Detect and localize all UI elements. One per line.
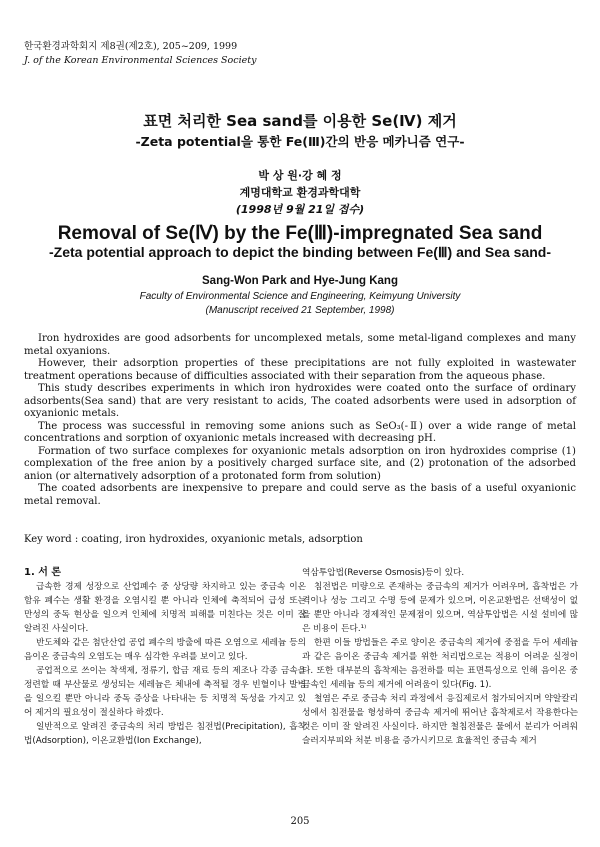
abstract-paragraph: Formation of two surface complexes for oxyanionic metals adsorption on iron hydroxides comprise (1) complexation of the free anion by a positively charged surface site, and (2) protonation of the adsorbed anion (or alternatively adsorption of a protonated form from solution) <box>24 445 576 482</box>
body-column-left <box>24 566 306 748</box>
body-paragraph: 공업적으로 쓰이는 착색제, 정류기, 합금 재료 등의 제조나 각종 금속을 정련할 때 부산물로 생성되는 세레늄은 체내에 축적될 경우 빈혈이나 발병을 일으킬 뿐만 아니라 중독 증상을 나타내는 등 치명적 독성을 가지고 있어 제거의 필요성이 절실하다 하겠다. <box>24 666 306 718</box>
english-authors: Sang-Won Park and Hye-Jung Kang <box>202 275 398 287</box>
abstract-paragraph: However, their adsorption properties of these precipitations are not fully exploited in wastewater treatment operations because of difficulties associated with their separation from the aqueous phase. <box>24 358 576 382</box>
english-affiliation: Faculty of Environmental Science and Engineering, Keimyung University <box>139 291 461 302</box>
abstract-paragraph: Iron hydroxides are good adsorbents for uncomplexed metals, some metal-ligand complexes and many metal oxyanions. <box>24 333 576 357</box>
korean-received-date: (1998년 9월 21일 접수) <box>235 203 365 216</box>
english-title: Removal of Se(Ⅳ) by the Fe(Ⅲ)-impregnated Sea sand <box>57 223 543 244</box>
abstract-paragraph: The process was successful in removing some anions such as SeO₃(-Ⅱ) over a wide range of metal concentrations and sorption of oxyanionic metals increased with decreasing pH. <box>24 420 576 444</box>
korean-affiliation: 계명대학교 환경과학대학 <box>239 186 361 199</box>
keywords: Key word : coating, iron hydroxides, oxyanionic metals, adsorption <box>24 534 363 545</box>
english-received-date: (Manuscript received 21 September, 1998) <box>205 305 395 316</box>
section-heading-introduction: 1. 서 론 <box>24 567 62 578</box>
abstract <box>24 333 576 508</box>
body-paragraph: 역삼투압법(Reverse Osmosis)등이 있다. <box>302 568 465 578</box>
body-paragraph: 반도체와 같은 첨단산업 공업 폐수의 방출에 따른 오염으로 세레늄 등의 음이온 중금속의 오염도는 매우 심각한 우려를 보이고 있다. <box>24 638 306 662</box>
body-paragraph: 급속한 경제 성장으로 산업폐수 중 상당량 차지하고 있는 중금속 이온 함유 폐수는 생활 환경을 오염시킬 뿐 아니라 인체에 축적되어 급성 또는 만성의 중독 현상을 일으켜 인체에 치명적 피해를 미친다는 것은 이미 잘 알려진 사실이다. <box>24 582 306 634</box>
korean-subtitle: -Zeta potential을 통한 Fe(Ⅲ)간의 반응 메카니즘 연구- <box>135 134 465 149</box>
korean-authors: 박 상 원·강 혜 정 <box>258 169 342 182</box>
abstract-paragraph: The coated adsorbents are inexpensive to prepare and could serve as the basis of a useful oxyanionic metal removal. <box>24 483 576 507</box>
abstract-paragraph: This study describes experiments in which iron hydroxides were coated onto the surface of ordinary adsorbents(Sea sand) that are very resistant to acids, The coated adsorbents were used in adsorption of oxyanionic metals. <box>24 383 576 419</box>
korean-title: 표면 처리한 Sea sand를 이용한 Se(Ⅳ) 제거 <box>143 112 457 130</box>
body-paragraph: 한편 이들 방법들은 주로 양이온 중금속의 제거에 중점을 두어 세레늄과 같은 음이온 중금속 제거를 위한 처리법으로는 적용이 어려운 실정이다. 또한 대부분의 흡착제는 음전하를 띠는 표면특성으로 인해 음이온 중금속인 세레늄 등의 제거에 어려움이 있다(Fig. 1). <box>302 638 578 690</box>
journal-name-english: J. of the Korean Environmental Sciences Society <box>24 55 257 66</box>
journal-name-korean: 한국환경과학회지 제8권(제2호), 205~209, 1999 <box>24 41 238 52</box>
body-column-right <box>302 566 578 748</box>
body-paragraph: 철염은 주로 중금속 처리 과정에서 응집제로서 첨가되어지며 약알칼리성에서 침전물을 형성하여 중금속 제거에 뛰어난 흡착제로서 작용한다는 것은 이미 잘 알려진 사실이다. 하지만 철침전물은 물에서 분리가 어려워 슬러지부피와 처분 비용을 증가시키므로 효율적인 중금속 제거 <box>302 694 578 746</box>
english-subtitle: -Zeta potential approach to depict the binding between Fe(Ⅲ) and Sea sand- <box>48 244 552 260</box>
body-paragraph: 침전법은 미량으로 존재하는 중금속의 제거가 어려우며, 흡착법은 가격이나 성능 그리고 수명 등에 문제가 있으며, 이온교환법은 선택성이 없을 뿐만 아니라 경제적인 문제점이 있으며, 역삼투압법은 시설 설비에 많은 비용이 든다.¹⁾ <box>302 582 578 634</box>
page-number: 205 <box>290 816 310 827</box>
body-paragraph: 일반적으로 알려진 중금속의 처리 방법은 침전법(Precipitation), 흡착법(Adsorption), 이온교환법(Ion Exchange), <box>24 722 306 746</box>
journal-header <box>24 40 256 68</box>
